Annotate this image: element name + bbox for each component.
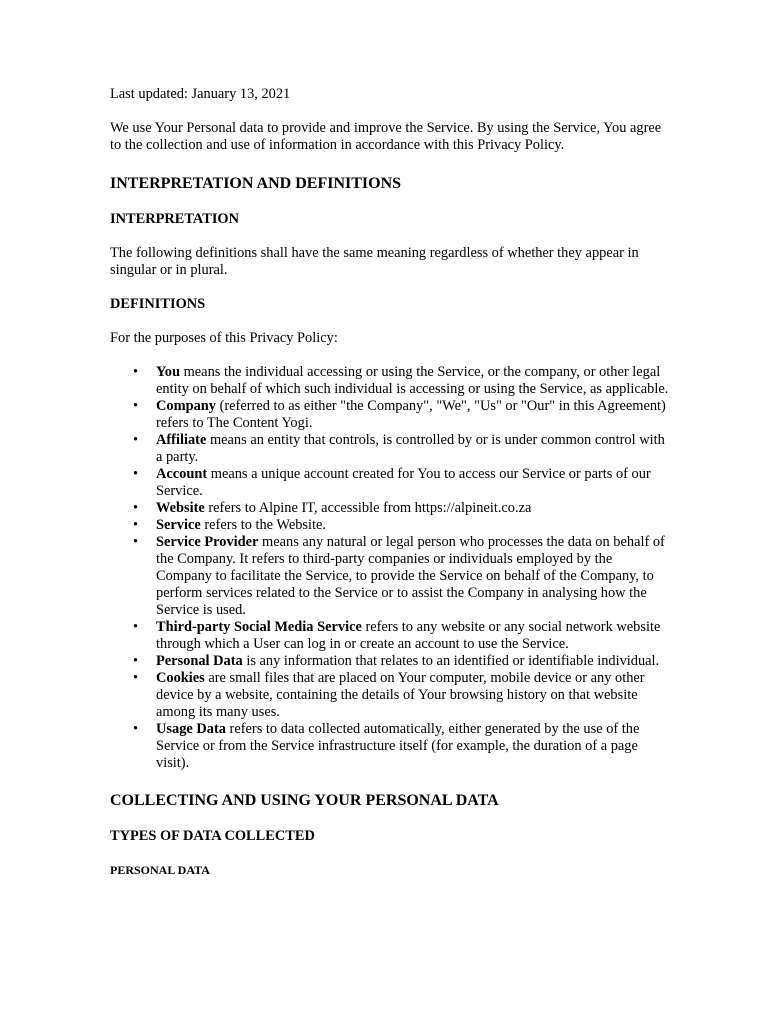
definition-text: means the individual accessing or using the Service, or the company, or other legal entity on behalf of which such individual is accessing or using the Service, as applicable.: [156, 364, 669, 397]
list-item: [156, 517, 670, 534]
definition-text: refers to the Website.: [200, 517, 326, 533]
definition-text: means any natural or legal person who processes the data on behalf of the Company. It refers to third-party companies or individuals employed by the Company to facilitate the Service, to provide the Service on behalf of the Company, to perform services related to the Service or to assist the Company in analysing how the Service is used.: [156, 534, 665, 618]
list-item: [156, 398, 670, 432]
definition-term: Affiliate: [156, 432, 207, 448]
section-heading-interpretation-definitions: INTERPRETATION AND DEFINITIONS: [110, 175, 402, 192]
list-item: [156, 466, 670, 500]
definition-text: means an entity that controls, is controlled by or is under common control with a party.: [156, 432, 665, 465]
list-item: [156, 432, 670, 466]
last-updated: Last updated: January 13, 2021: [110, 86, 291, 102]
list-item: [156, 534, 670, 619]
definition-term: Website: [156, 500, 205, 516]
definition-term: Service: [156, 517, 201, 533]
definition-text: (referred to as either "the Company", "We", "Us" or "Our" in this Agreement) refers to The Content Yogi.: [156, 398, 666, 431]
section-heading-collecting-data: COLLECTING AND USING YOUR PERSONAL DATA: [110, 792, 499, 809]
definition-term: Account: [156, 466, 208, 482]
definition-text: refers to any website or any social network website through which a User can log in or create an account to use the Service.: [156, 619, 661, 652]
list-item: [156, 364, 670, 398]
intro-paragraph: We use Your Personal data to provide and improve the Service. By using the Service, You agree to the collection and use of information in accordance with this Privacy Policy.: [110, 120, 662, 153]
list-item: [156, 670, 670, 721]
definition-text: refers to data collected automatically, either generated by the use of the Service or from the Service infrastructure itself (for example, the duration of a page visit).: [156, 721, 640, 771]
subheading-personal-data: PERSONAL DATA: [110, 863, 210, 877]
definitions-list: [110, 364, 670, 772]
interpretation-paragraph: The following definitions shall have the same meaning regardless of whether they appear in singular or in plural.: [110, 245, 639, 278]
subheading-interpretation: INTERPRETATION: [110, 211, 240, 227]
definition-term: You: [156, 364, 180, 380]
definition-term: Service Provider: [156, 534, 259, 550]
definition-term: Third-party Social Media Service: [156, 619, 362, 635]
definition-term: Usage Data: [156, 721, 226, 737]
definition-text: is any information that relates to an identified or identifiable individual.: [242, 653, 660, 669]
definition-term: Cookies: [156, 670, 205, 686]
definition-term: Company: [156, 398, 216, 414]
subheading-definitions: DEFINITIONS: [110, 296, 206, 312]
definition-term: Personal Data: [156, 653, 243, 669]
list-item: [156, 721, 670, 772]
definition-text: means a unique account created for You to access our Service or parts of our Service.: [156, 466, 651, 499]
privacy-policy-document: [110, 86, 670, 878]
subheading-types-of-data: TYPES OF DATA COLLECTED: [110, 828, 315, 844]
list-item: [156, 500, 670, 517]
definitions-lead: For the purposes of this Privacy Policy:: [110, 330, 338, 346]
list-item: [156, 619, 670, 653]
definition-text: are small files that are placed on Your computer, mobile device or any other device by a website, containing the details of Your browsing history on that website among its many uses.: [156, 670, 645, 720]
definition-text: refers to Alpine IT, accessible from https://alpineit.co.za: [204, 500, 532, 516]
list-item: [156, 653, 670, 670]
